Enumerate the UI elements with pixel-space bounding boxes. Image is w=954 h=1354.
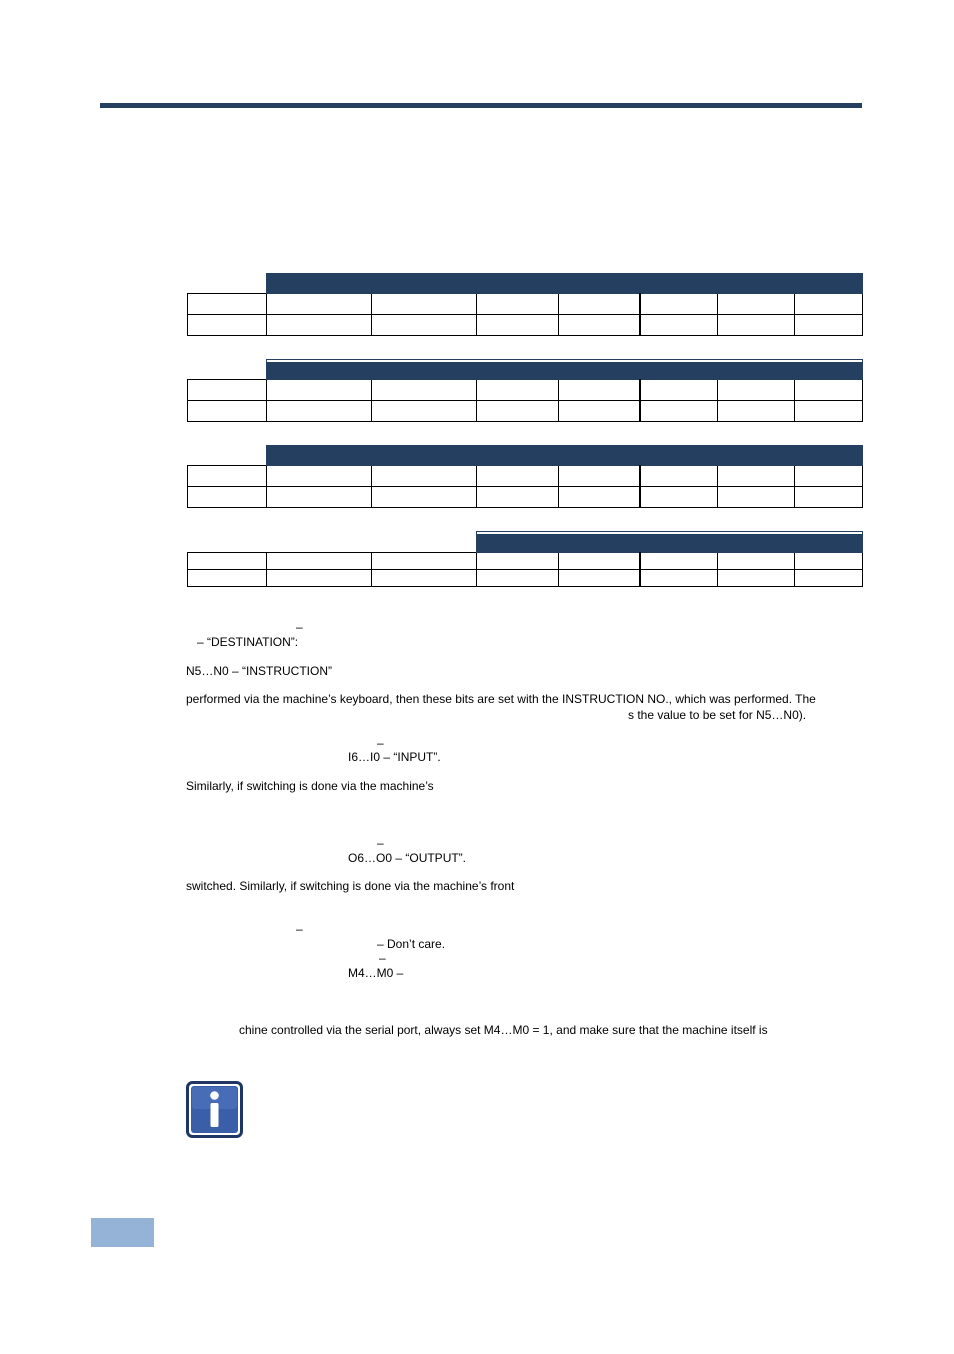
byte-2-table bbox=[187, 359, 863, 422]
similarly-input-text: Similarly, if switching is done via the machine’s bbox=[186, 779, 434, 793]
table-header-cell bbox=[372, 274, 863, 294]
output-text: O6…O0 – “OUTPUT”. bbox=[348, 851, 467, 865]
dash-text: – bbox=[296, 620, 303, 634]
top-rule bbox=[100, 103, 862, 108]
value-set-text: s the value to be set for N5…N0). bbox=[628, 708, 807, 722]
table-header-cell bbox=[267, 360, 863, 380]
instruction-text: N5…N0 – “INSTRUCTION” bbox=[186, 664, 333, 678]
performed-text: performed via the machine’s keyboard, then these bits are set with the INSTRUCTION NO., which was performed. The bbox=[186, 692, 816, 706]
table-row bbox=[188, 487, 863, 508]
table-row bbox=[188, 553, 863, 570]
footer-page-tab bbox=[91, 1218, 154, 1247]
table-header-cell bbox=[267, 274, 372, 294]
table-row bbox=[188, 401, 863, 422]
dash-text: – bbox=[377, 736, 384, 750]
table-row bbox=[188, 380, 863, 401]
table-header-cell bbox=[477, 532, 863, 553]
similarly-output-text: switched. Similarly, if switching is done via the machine’s front bbox=[186, 879, 515, 893]
machine-no-text: M4…M0 – bbox=[348, 966, 404, 980]
byte-1-table bbox=[187, 273, 863, 336]
machine-controlled-text: chine controlled via the serial port, always set M4…M0 = 1, and make sure that the machine itself is bbox=[239, 1023, 768, 1037]
dash-text: – bbox=[377, 836, 384, 850]
info-icon bbox=[186, 1081, 243, 1138]
destination-text: – “DESTINATION”: bbox=[197, 635, 299, 649]
table-header-cell bbox=[267, 446, 863, 466]
byte-4-table bbox=[187, 531, 863, 587]
table-row bbox=[188, 570, 863, 587]
dont-care-text: – Don’t care. bbox=[377, 937, 446, 951]
byte-3-table bbox=[187, 445, 863, 508]
input-text: I6…I0 – “INPUT”. bbox=[348, 750, 441, 764]
dash-text: – bbox=[296, 922, 303, 936]
table-row bbox=[188, 466, 863, 487]
table-row bbox=[188, 294, 863, 315]
dash-text: – bbox=[379, 951, 386, 965]
table-row bbox=[188, 315, 863, 336]
